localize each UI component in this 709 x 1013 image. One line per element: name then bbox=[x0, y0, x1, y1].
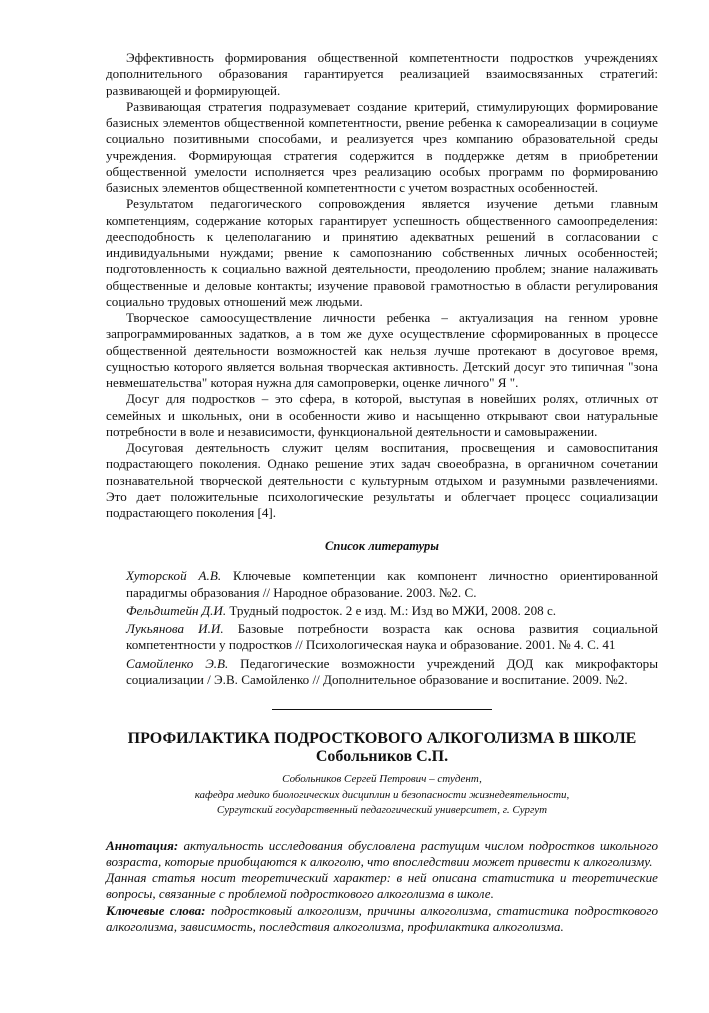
body-paragraph-3: Результатом педагогического сопровождения является изучение детьми главным компетенциям, содержание которых гарантирует успешность общественного самоопределения: деесподобность к целеполаганию и принятию адекватных решений в согласовании с индивидуальными нуждами; рвение к самопознанию собственных личных особенностей; подготовленность к социально важной деятельности, преодолению проблем; знание налаживать общественные и деловые контакты; изучение правовой грамотностью в области регулирования социально трудовых отношений меж людьми. bbox=[106, 196, 658, 309]
reference-text: Ключевые компетенции как компонент личностно ориентированной парадигмы образования // Народное образование. 2003. №2. С. bbox=[126, 568, 658, 600]
body-paragraph-6: Досуговая деятельность служит целям воспитания, просвещения и самовоспитания подрастающего поколения. Однако решение этих задач своеобразна, в органичном сочетании познавательной творческой деятельности с культурным отдыхом и разумными развлечениями. Это дает положительные психологические результаты и облегчает процесс социализации подрастающего поколения [4]. bbox=[106, 440, 658, 520]
annotation-text: актуальность исследования обусловлена растущим числом подростков школьного возраста, которые приобщаются к алкоголю, что впоследствии может привести к алкоголизму. bbox=[106, 837, 658, 869]
body-paragraph-1: Эффективность формирования общественной компетентности подростков учреждениях дополнительного образования гарантируется реализацией взаимосвязанных стратегий: развивающей и формирующей. bbox=[106, 50, 658, 98]
reference-item bbox=[126, 621, 658, 654]
annotation bbox=[106, 838, 658, 871]
keywords-label: Ключевые слова: bbox=[106, 902, 206, 918]
affiliation-line: Сургутский государственный педагогический университет, г. Сургут bbox=[216, 804, 548, 816]
reference-item bbox=[126, 568, 658, 601]
article-title: ПРОФИЛАКТИКА ПОДРОСТКОВОГО АЛКОГОЛИЗМА В ШКОЛЕ bbox=[127, 730, 637, 747]
affiliation-line: кафедра медико биологических дисциплин и безопасности жизнедеятельности, bbox=[194, 788, 570, 801]
reference-text: Трудный подросток. 2 е изд. М.: Изд во МЖИ, 2008. 208 с. bbox=[226, 602, 557, 618]
reference-author: Лукьянова И.И. bbox=[126, 621, 224, 636]
body-paragraph-2: Развивающая стратегия подразумевает создание критерий, стимулирующих формирование базисных элементов общественной компетентности, рвение ребенка к самореализации в социуме социально позитивными способами, и реализуется чрез компанию образовательной среды учреждения. Формирующая стратегия содержится в поддержке детям в приобретении общественной умелости исполняется чрез реализацию особых программ по формированию базисных элементов общественной компетентности с учетом возрастных особенностей. bbox=[106, 98, 658, 195]
body-paragraph-5: Досуг для подростков – это сфера, в которой, выступая в новейших ролях, отличных от семейных и школьных, они в особенности живо и насыщенно открывают свои натуральные потребности в воле и независимости, функциональной деятельности и самовыражении. bbox=[106, 391, 658, 439]
annotation-continued: Данная статья носит теоретический характер: в ней описана статистика и теоретические вопросы, связанные с проблемой подросткового алкоголизма в школе. bbox=[106, 870, 658, 902]
section-divider bbox=[272, 709, 492, 710]
reference-item bbox=[126, 603, 658, 619]
reference-author: Фельдштейн Д.И. bbox=[126, 602, 227, 618]
keywords bbox=[106, 903, 658, 936]
reference-author: Самойленко Э.В. bbox=[126, 655, 229, 671]
reference-item bbox=[126, 656, 658, 689]
reference-text: Базовые потребности возраста как основа развития социальной компетентности у подростков // Психологическая наука и образование. 2001. № 4. С. 41 bbox=[126, 621, 659, 653]
reference-text: Педагогические возможности учреждений ДОД как микрофакторы социализации / Э.В. Самойленко // Дополнительное образование и воспитание. 2009. №2. bbox=[126, 655, 658, 687]
references-title: Список литературы bbox=[325, 539, 439, 554]
document-page bbox=[106, 50, 658, 935]
keywords-text: подростковый алкоголизм, причины алкоголизма, статистика подросткового алкоголизма, зависимость, последствия алкоголизма, профилактика алкоголизма. bbox=[106, 902, 658, 934]
article-author: Собольников С.П. bbox=[315, 748, 449, 765]
annotation-label: Аннотация: bbox=[106, 837, 179, 853]
reference-author: Хуторской А.В. bbox=[126, 568, 222, 584]
body-paragraph-4: Творческое самоосуществление личности ребенка – актуализация на генном уровне запрограммированных задатков, а в том же духе осуществление сформированных в процессе общественной деятельности возможностей как нельзя лучше протекают в досуговое время, сущностью которого является вольная творческая активность. Детский досуг это типичная "зона невмешательства" которая нужна для самопроверки, оценке личного" Я ". bbox=[106, 310, 658, 390]
abstract-block bbox=[106, 838, 658, 936]
affiliation-line: Собольников Сергей Петрович – студент, bbox=[282, 773, 482, 785]
